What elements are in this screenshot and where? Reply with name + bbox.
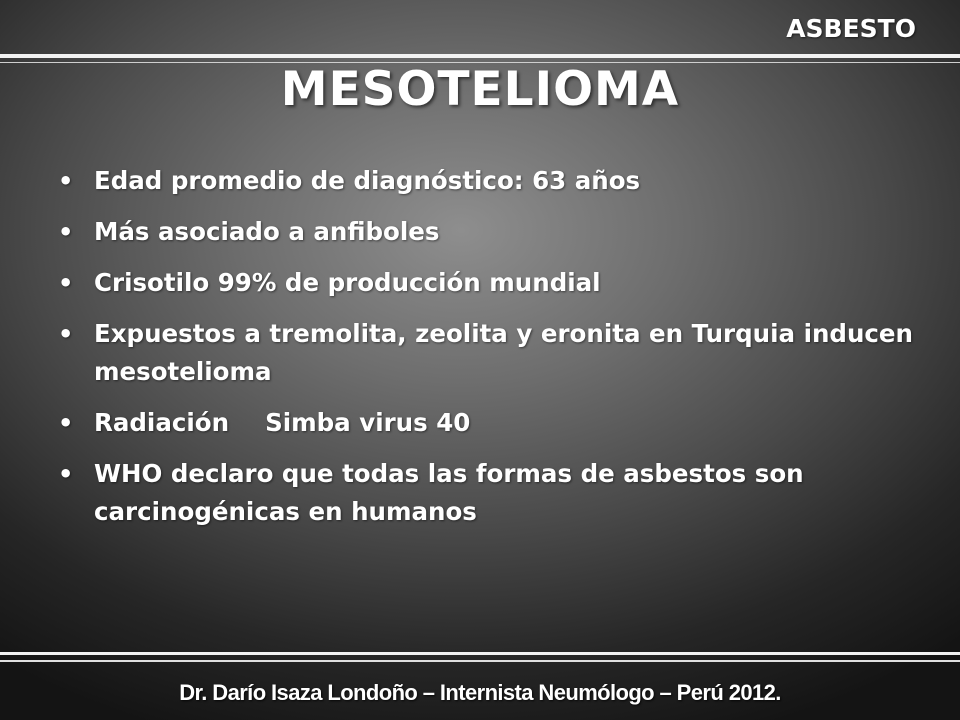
- bullet-dot-icon: •: [58, 460, 74, 488]
- bullet-item-age: [58, 162, 918, 200]
- bullet-text-simba-virus: Simba virus 40: [265, 408, 471, 437]
- slide-title: MESOTELIOMA: [280, 62, 680, 117]
- bullet-text: Expuestos a tremolita, zeolita y eronita en Turquia inducen mesotelioma: [94, 319, 913, 386]
- footer-credit: Dr. Darío Isaza Londoño – Internista Neumólogo – Perú 2012.: [179, 680, 781, 705]
- bullet-dot-icon: •: [58, 167, 74, 195]
- bullet-text: Más asociado a anfiboles: [94, 217, 440, 246]
- top-divider-thick: [0, 54, 960, 58]
- bottom-divider-thin: [0, 660, 960, 662]
- bullet-item-crisotilo: [58, 264, 918, 302]
- bullet-dot-icon: •: [58, 409, 74, 437]
- bullet-text: Edad promedio de diagnóstico: 63 años: [94, 166, 641, 195]
- bullet-item-who: [58, 455, 918, 531]
- bullet-text: Crisotilo 99% de producción mundial: [94, 268, 601, 297]
- bullet-dot-icon: •: [58, 269, 74, 297]
- bottom-divider-thick: [0, 652, 960, 655]
- bullet-list: [58, 162, 918, 544]
- bullet-item-anfiboles: [58, 213, 918, 251]
- bullet-item-turquia: [58, 315, 918, 391]
- section-label: ASBESTO: [786, 14, 916, 43]
- bullet-dot-icon: •: [58, 320, 74, 348]
- bullet-text: WHO declaro que todas las formas de asbestos son carcinogénicas en humanos: [94, 459, 804, 526]
- bullet-text-radiacion: Radiación: [94, 408, 230, 437]
- bullet-item-radiacion: [58, 404, 918, 442]
- bullet-dot-icon: •: [58, 218, 74, 246]
